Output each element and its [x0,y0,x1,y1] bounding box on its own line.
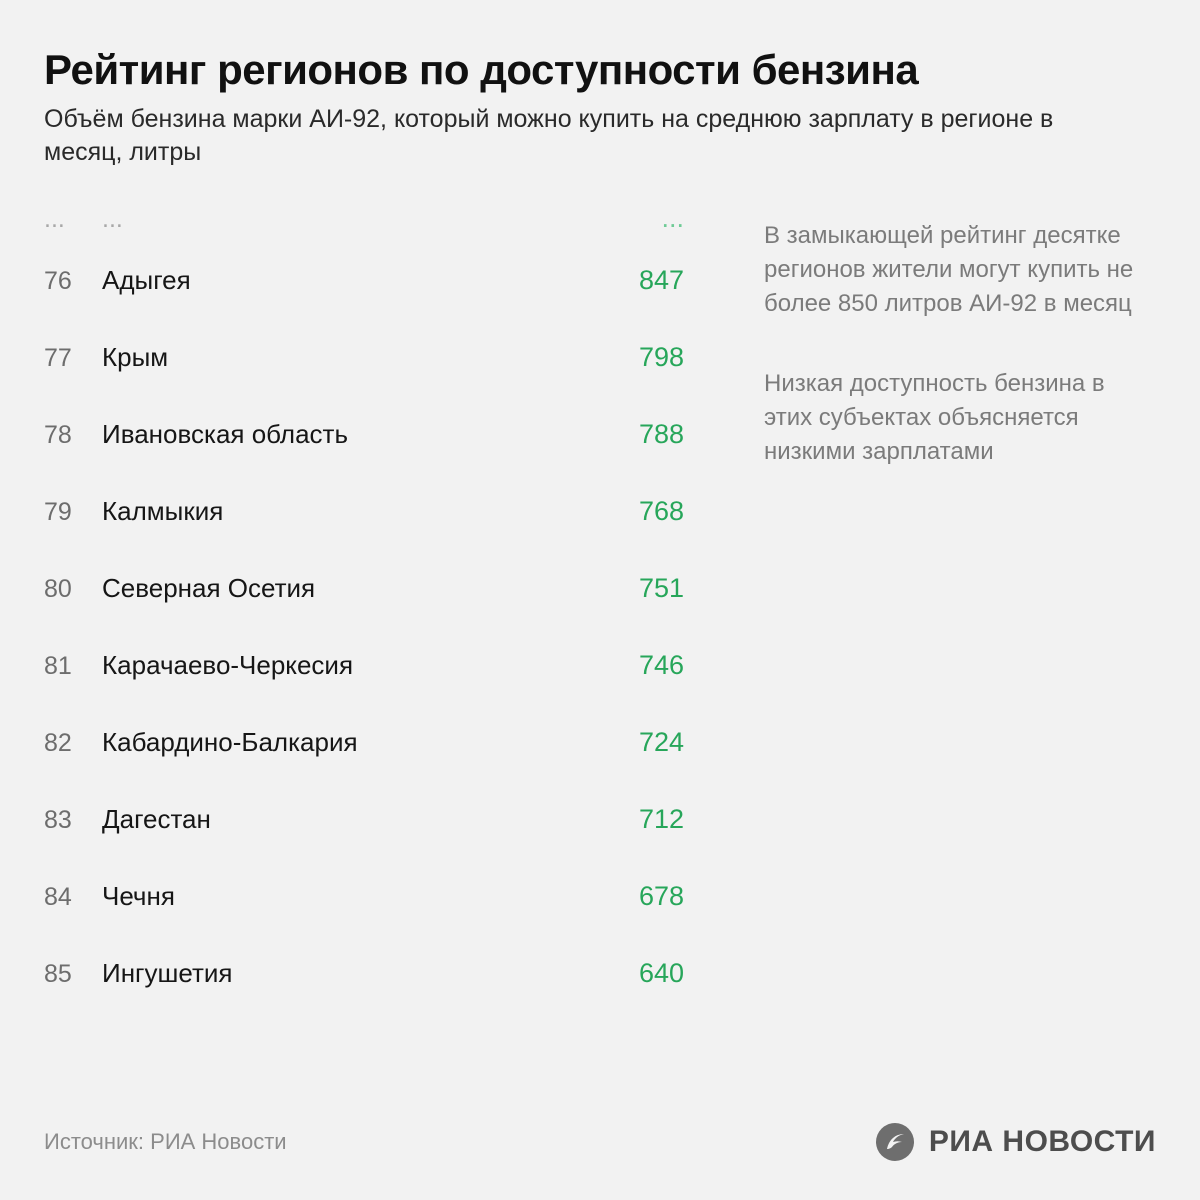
row-rank: 77 [44,344,72,373]
brand-name: РИА НОВОСТИ [928,1125,1156,1158]
row-value: 847 [638,265,684,296]
row-rank: 85 [44,960,72,989]
row-region: Кабардино-Балкария [102,727,358,758]
row-value: 788 [638,419,684,450]
row-value: 751 [638,573,684,604]
row-rank: 79 [44,498,72,527]
row-rank: 81 [44,652,72,681]
table-row [44,265,684,342]
row-region: Северная Осетия [102,573,316,604]
row-rank: 83 [44,806,72,835]
table-row [44,958,684,1035]
row-region: Адыгея [102,265,191,296]
row-value: 678 [638,881,684,912]
table-row [44,419,684,496]
row-value: 768 [638,496,684,527]
table-row [44,650,684,727]
row-value: 724 [638,727,684,758]
row-value: 712 [638,804,684,835]
table-row [44,881,684,958]
row-region: Ивановская область [102,419,348,450]
row-value: ... [661,203,684,234]
row-rank: 78 [44,421,72,450]
ranking-table [44,203,684,1035]
row-rank: ... [44,205,65,234]
annotation-note: В замыкающей рейтинг десятке регионов жители могут купить не более 850 литров АИ-92 в месяц [764,222,1134,318]
footer [44,1122,1156,1162]
source-label: Источник: РИА Новости [44,1129,287,1154]
row-region: Калмыкия [102,496,224,527]
row-region: Дагестан [102,804,211,835]
brand-logo [875,1122,1156,1162]
table-row [44,573,684,650]
table-row [44,804,684,881]
page-subtitle: Объём бензина марки АИ-92, который можно купить на среднюю зарплату в регионе в месяц, литры [44,105,1054,167]
table-row [44,342,684,419]
table-row [44,203,684,265]
row-rank: 84 [44,883,72,912]
row-rank: 82 [44,729,72,758]
row-region: ... [102,205,123,234]
row-region: Крым [102,342,169,373]
row-rank: 76 [44,267,72,296]
row-region: Чечня [102,881,175,912]
content-area [44,203,1156,1035]
table-row [44,496,684,573]
row-value: 746 [638,650,684,681]
annotations-panel [764,203,1156,515]
table-row [44,727,684,804]
ria-swirl-icon [875,1122,915,1162]
row-value: 798 [638,342,684,373]
row-rank: 80 [44,575,72,604]
row-value: 640 [638,958,684,989]
row-region: Ингушетия [102,958,233,989]
row-region: Карачаево-Черкесия [102,650,354,681]
annotation-note: Низкая доступность бензина в этих субъектах объясняется низкими зарплатами [764,370,1105,466]
page-title: Рейтинг регионов по доступности бензина [44,46,919,93]
